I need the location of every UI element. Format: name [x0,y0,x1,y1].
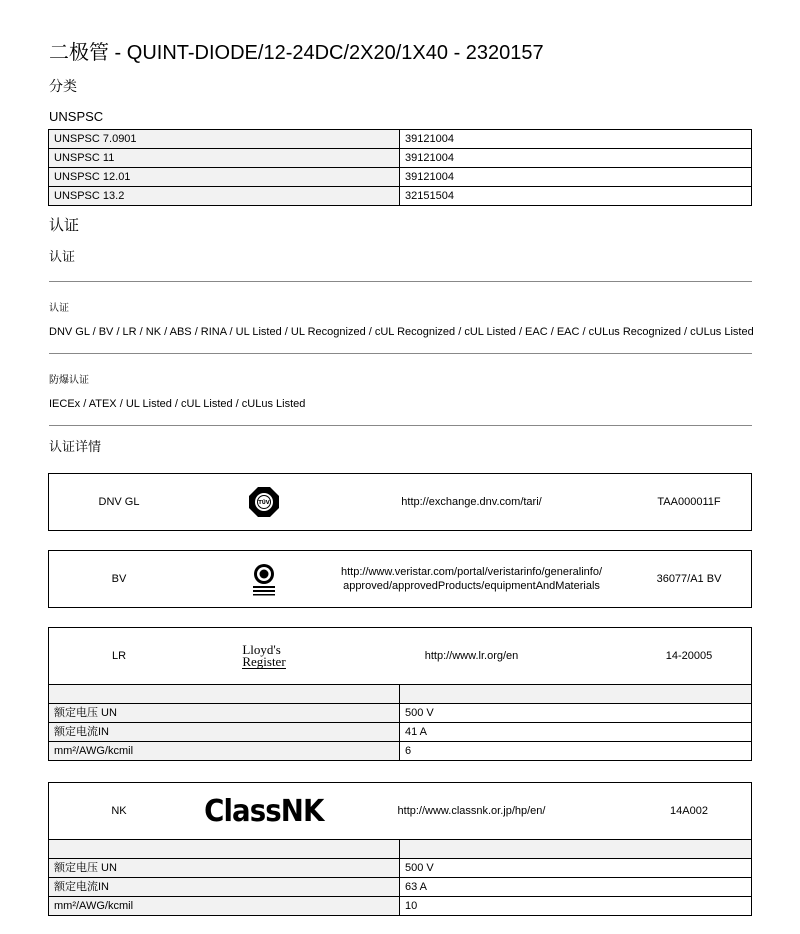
detail-value: 63 A [400,878,752,897]
table-row [49,840,751,859]
cert-detail-table [49,684,751,760]
cert-code: 36077/A1 BV [656,573,722,585]
lloyds-logo-line2: Register [242,653,286,669]
divider [49,353,752,354]
unspsc-value: 39121004 [400,130,752,149]
unspsc-value: 32151504 [400,187,752,206]
cert-url[interactable] [319,565,624,593]
unspsc-key: UNSPSC 13.2 [49,187,400,206]
cert-name: LR [111,650,127,662]
table-row [49,168,752,187]
detail-key: mm²/AWG/kcmil [49,897,400,916]
cert-name: NK [111,805,127,817]
unspsc-value: 39121004 [400,149,752,168]
ex-approvals-label: 防爆认证 [49,375,89,386]
lloyds-logo-line1: Lloyd's [242,641,281,657]
cert-url[interactable]: http://exchange.dnv.com/tari/ [401,496,542,508]
unspsc-key: UNSPSC 11 [49,149,400,168]
tuv-icon [209,474,319,530]
approval-details-heading: 认证详情 [49,439,102,454]
table-row [49,704,751,723]
bureau-veritas-icon [209,551,319,607]
tuv-logo-text: TÜV [258,500,270,506]
table-row [49,187,752,206]
cert-card-bv [48,550,752,608]
detail-value: 500 V [400,859,752,878]
ex-approvals-list: IECEx / ATEX / UL Listed / cUL Listed / cULus Listed [49,398,306,410]
divider [49,281,752,282]
detail-key: 额定电流IN [49,723,400,742]
detail-value: 6 [400,742,752,761]
cert-name: DNV GL [98,496,140,508]
table-row [49,130,752,149]
table-row [49,723,751,742]
cert-card-dnv-gl [48,473,752,531]
unspsc-table [48,129,752,206]
cert-url-line1: http://www.veristar.com/portal/veristarinfo/generalinfo/ [340,566,603,578]
classification-heading: 分类 [49,78,77,94]
unspsc-key: UNSPSC 12.01 [49,168,400,187]
approvals-list: DNV GL / BV / LR / NK / ABS / RINA / UL Listed / UL Recognized / cUL Recognized / cUL Listed / EAC / EAC / cULus Recognized / cULus Listed [49,326,754,338]
divider [49,425,752,426]
detail-key: 额定电压 UN [49,704,400,723]
table-row [49,685,751,704]
table-row [49,897,751,916]
unspsc-value: 39121004 [400,168,752,187]
lloyds-register-icon [209,628,319,684]
approvals-label: 认证 [49,303,69,314]
detail-value: 41 A [400,723,752,742]
cert-name: BV [111,573,127,585]
table-row [49,742,751,761]
detail-key: 额定电压 UN [49,859,400,878]
cert-code: TAA000011F [657,496,721,508]
table-row [49,878,751,897]
page-title: 二极管 - QUINT-DIODE/12-24DC/2X20/1X40 - 2320157 [49,42,544,64]
cert-code: 14A002 [670,805,708,817]
detail-key: 额定电流IN [49,878,400,897]
detail-value: 500 V [400,704,752,723]
detail-key: mm²/AWG/kcmil [49,742,400,761]
cert-url[interactable]: http://www.classnk.or.jp/hp/en/ [397,805,546,817]
approvals-subheading: 认证 [49,249,76,264]
detail-value: 10 [400,897,752,916]
unspsc-heading: UNSPSC [49,109,104,124]
cert-url-line2: approved/approvedProducts/equipmentAndMaterials [343,580,600,592]
cert-card-nk [48,782,752,916]
classnk-logo-text: ClassNK [204,793,324,829]
cert-url[interactable]: http://www.lr.org/en [424,650,519,662]
cert-code: 14-20005 [665,650,713,662]
cert-card-lr [48,627,752,761]
approvals-heading: 认证 [49,217,80,234]
unspsc-key: UNSPSC 7.0901 [49,130,400,149]
table-row [49,859,751,878]
table-row [49,149,752,168]
cert-detail-table [49,839,751,915]
